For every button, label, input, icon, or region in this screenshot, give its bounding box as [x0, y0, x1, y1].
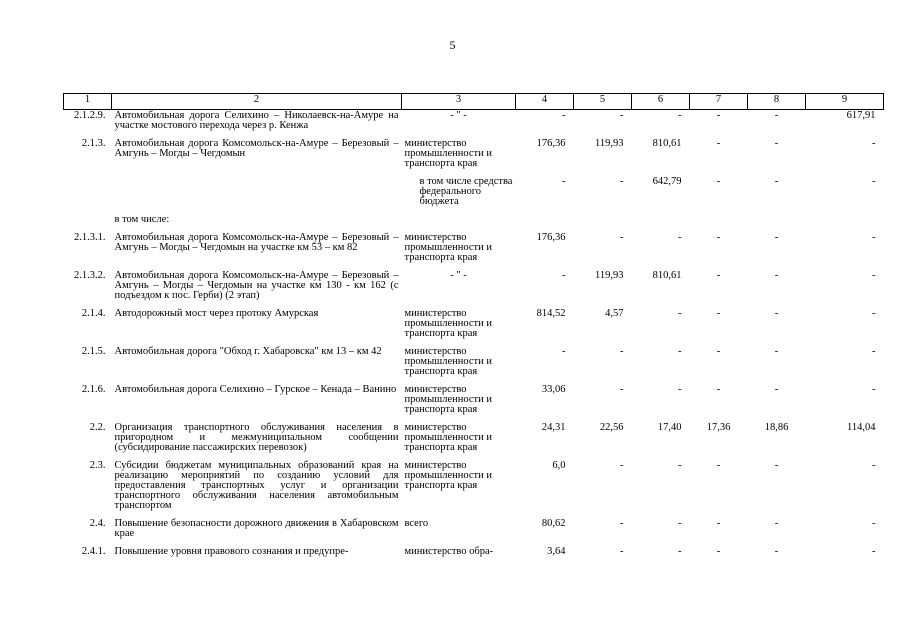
row-code: 2.1.3.1.: [74, 232, 106, 243]
row-value-col4: -: [562, 110, 566, 121]
row-value-col6: -: [678, 308, 682, 319]
row-value-col6: [632, 214, 690, 232]
row-responsible: - " -: [450, 270, 467, 281]
table-row: [64, 176, 884, 214]
row-value-col8: -: [774, 138, 779, 149]
table-row: [64, 214, 884, 232]
table-row: [64, 422, 884, 460]
row-name: Автодорожный мост через протоку Амурская: [114, 308, 319, 319]
row-value-col5: -: [620, 518, 624, 529]
row-name: Автомобильная дорога Селихино – Николаевск-на-Амуре на участке мостового перехода через р. Кенжа: [114, 110, 399, 131]
row-value-col5: -: [620, 232, 624, 243]
row-value-col7: -: [716, 460, 721, 471]
row-value-col5: 4,57: [605, 308, 624, 319]
row-code: 2.1.4.: [81, 308, 106, 319]
table-row: [64, 384, 884, 422]
row-name: Автомобильная дорога Комсомольск-на-Амуре – Березовый – Амгунь – Могды – Чегдомын на участке км 53 – км 82: [114, 232, 399, 253]
row-code: 2.1.2.9.: [74, 110, 106, 121]
row-value-col4: 176,36: [536, 138, 566, 149]
row-value-col9: -: [872, 232, 876, 243]
row-responsible: министерство промышленности и транспорта края: [404, 384, 492, 415]
row-value-col6: 17,40: [657, 422, 682, 433]
row-name: Автомобильная дорога Комсомольск-на-Амуре – Березовый – Амгунь – Могды – Чегдомын на участке км 130 - км 162 (с подъездом к пос. Герби) (2 этап): [114, 270, 399, 301]
row-value-col6: -: [678, 232, 682, 243]
row-value-col7: [690, 214, 748, 232]
row-value-col9: 617,91: [846, 110, 876, 121]
row-code: [64, 214, 112, 232]
table-row: [64, 232, 884, 270]
row-value-col5: [574, 214, 632, 232]
row-code: 2.2.: [89, 422, 106, 433]
row-code: 2.1.6.: [81, 384, 106, 395]
row-value-col8: -: [774, 384, 779, 395]
row-responsible: министерство промышленности и транспорта края: [404, 232, 492, 263]
table-row: [64, 308, 884, 346]
row-value-col9: -: [872, 518, 876, 529]
row-value-col8: -: [774, 308, 779, 319]
row-value-col4: 6,0: [552, 460, 566, 471]
row-value-col8: -: [774, 176, 779, 187]
row-value-col4: -: [562, 346, 566, 357]
table-row: [64, 138, 884, 176]
row-code: 2.3.: [89, 460, 106, 471]
row-value-col6: -: [678, 518, 682, 529]
table-row: [64, 546, 884, 564]
row-value-col4: 3,64: [547, 546, 566, 557]
row-value-col4: -: [562, 176, 566, 187]
row-value-col9: -: [872, 176, 876, 187]
table-row: [64, 460, 884, 518]
row-value-col9: 114,04: [847, 422, 876, 433]
row-value-col9: -: [872, 270, 876, 281]
row-value-col8: 18,86: [764, 422, 789, 433]
row-responsible: в том числе средства федерального бюджета: [419, 176, 513, 207]
row-value-col6: 810,61: [652, 138, 682, 149]
row-code: 2.4.: [89, 518, 106, 529]
row-value-col6: 810,61: [652, 270, 682, 281]
row-value-col9: -: [872, 308, 876, 319]
row-value-col6: -: [678, 460, 682, 471]
row-value-col9: -: [872, 460, 876, 471]
header-cell: 2: [112, 94, 402, 110]
row-responsible: всего: [404, 518, 429, 529]
row-value-col7: -: [716, 346, 721, 357]
row-value-col7: -: [716, 270, 721, 281]
row-value-col9: -: [872, 346, 876, 357]
row-code: 2.1.5.: [81, 346, 106, 357]
table-row: [64, 518, 884, 546]
row-value-col4: 176,36: [536, 232, 566, 243]
header-cell: 9: [806, 94, 884, 110]
page-number: 5: [449, 38, 456, 52]
row-code: 2.4.1.: [81, 546, 106, 557]
row-responsible: министерство промышленности и транспорта края: [404, 460, 492, 491]
table-row: [64, 110, 884, 139]
header-cell: 1: [64, 94, 112, 110]
row-value-col8: -: [774, 110, 779, 121]
row-value-col5: -: [620, 346, 624, 357]
row-value-col5: 119,93: [595, 270, 624, 281]
row-value-col4: 814,52: [536, 308, 566, 319]
row-value-col7: -: [716, 110, 721, 121]
row-value-col4: 80,62: [541, 518, 566, 529]
row-value-col4: 33,06: [541, 384, 566, 395]
header-cell: 4: [516, 94, 574, 110]
header-cell: 5: [574, 94, 632, 110]
row-name: в том числе:: [114, 214, 170, 225]
row-value-col8: -: [774, 270, 779, 281]
header-cell: 7: [690, 94, 748, 110]
row-value-col7: -: [716, 176, 721, 187]
row-value-col5: 119,93: [595, 138, 624, 149]
row-value-col6: -: [678, 110, 682, 121]
row-value-col5: -: [620, 384, 624, 395]
table-row: [64, 346, 884, 384]
row-value-col7: -: [716, 384, 721, 395]
row-value-col7: -: [716, 308, 721, 319]
table-row: [64, 270, 884, 308]
row-name: Субсидии бюджетам муниципальных образований края на реализацию мероприятий по созданию условий для предоставления транспортных услуг и организации транспортного обслуживания населения автомобильным транспортом: [114, 460, 399, 511]
row-name: Повышение безопасности дорожного движения в Хабаровском крае: [114, 518, 399, 539]
row-value-col8: -: [774, 546, 779, 557]
row-value-col9: -: [872, 546, 876, 557]
row-responsible: министерство промышленности и транспорта края: [404, 138, 492, 169]
row-value-col4: 24,31: [541, 422, 566, 433]
row-code: [64, 176, 112, 214]
row-name: Автомобильная дорога Комсомольск-на-Амуре – Березовый – Амгунь – Могды – Чегдомын: [114, 138, 399, 159]
row-value-col6: -: [678, 346, 682, 357]
row-value-col6: 642,79: [652, 176, 682, 187]
row-value-col5: -: [620, 176, 624, 187]
row-value-col7: -: [716, 518, 721, 529]
program-table: [63, 93, 884, 564]
row-value-col8: -: [774, 460, 779, 471]
row-value-col8: -: [774, 232, 779, 243]
row-value-col9: -: [872, 138, 876, 149]
row-value-col9: [806, 214, 884, 232]
row-responsible: министерство промышленности и транспорта края: [404, 422, 492, 453]
row-value-col8: [748, 214, 806, 232]
row-name: Организация транспортного обслуживания населения в пригородном и межмуниципальном сообщении (субсидирование пассажирских перевозок): [114, 422, 399, 453]
row-responsible: [402, 214, 516, 232]
row-value-col6: -: [678, 546, 682, 557]
row-value-col7: -: [716, 546, 721, 557]
row-responsible: министерство промышленности и транспорта края: [404, 308, 492, 339]
row-name: Повышение уровня правового сознания и предупре-: [114, 546, 349, 557]
header-cell: 3: [402, 94, 516, 110]
row-value-col5: 22,56: [599, 422, 624, 433]
header-cell: 6: [632, 94, 690, 110]
row-name: Автомобильная дорога "Обход г. Хабаровска" км 13 – км 42: [114, 346, 382, 357]
row-name: Автомобильная дорога Селихино – Гурское – Кенада – Ванино: [114, 384, 397, 395]
row-value-col5: -: [620, 460, 624, 471]
row-responsible: министерство промышленности и транспорта края: [404, 346, 492, 377]
row-value-col4: [516, 214, 574, 232]
row-value-col7: -: [716, 232, 721, 243]
row-value-col8: -: [774, 518, 779, 529]
row-value-col7: -: [716, 138, 721, 149]
row-value-col7: 17,36: [706, 422, 731, 433]
row-value-col8: -: [774, 346, 779, 357]
header-cell: 8: [748, 94, 806, 110]
row-code: 2.1.3.2.: [74, 270, 106, 281]
row-value-col4: -: [562, 270, 566, 281]
row-value-col9: -: [872, 384, 876, 395]
row-responsible: - " -: [450, 110, 467, 121]
row-value-col6: -: [678, 384, 682, 395]
table-header-row: [64, 94, 884, 110]
row-value-col5: -: [620, 546, 624, 557]
row-value-col5: -: [620, 110, 624, 121]
row-name: [112, 176, 402, 214]
row-responsible: министерство обра-: [404, 546, 494, 557]
row-code: 2.1.3.: [81, 138, 106, 149]
